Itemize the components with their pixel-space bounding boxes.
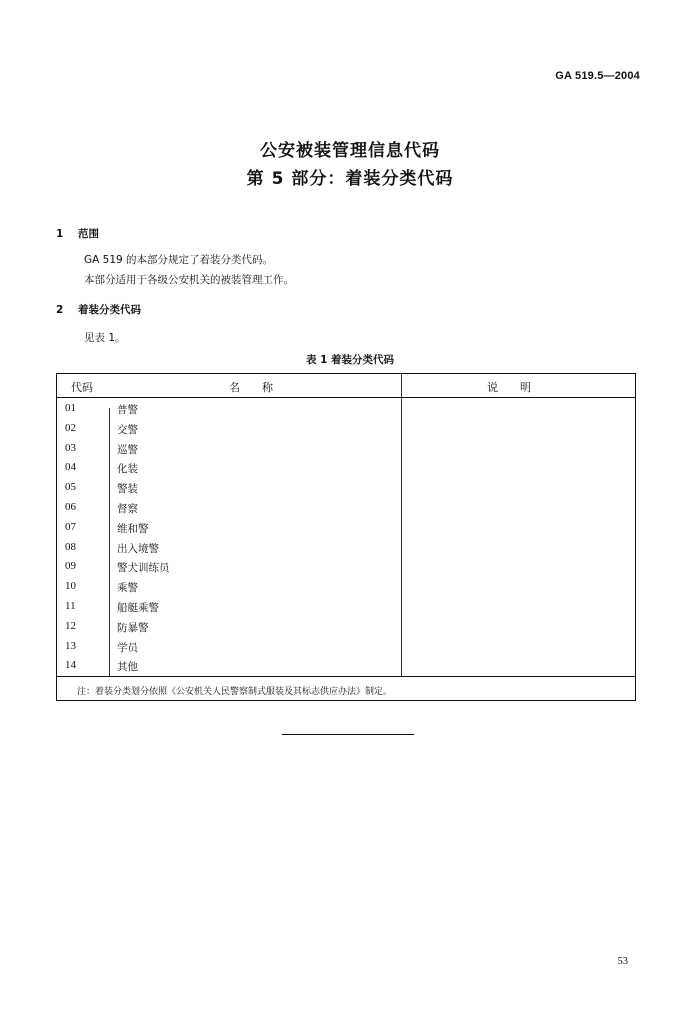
row-code: 05: [65, 481, 76, 494]
table-row: [57, 539, 401, 559]
row-code: 01: [65, 402, 76, 414]
row-code: 04: [65, 461, 76, 474]
section-heading-codes: [56, 302, 141, 317]
row-name: 船艇乘警: [117, 602, 159, 614]
end-rule: [282, 734, 414, 735]
row-code: 06: [65, 501, 76, 513]
table-row: [57, 578, 401, 598]
row-code: 07: [65, 520, 76, 533]
table-row: [57, 657, 401, 677]
row-name: 出入境警: [117, 542, 159, 555]
table-row: [57, 479, 401, 499]
row-name: 警装: [117, 483, 138, 496]
code-table: [56, 373, 636, 701]
row-name: 警犬训练员: [117, 562, 170, 575]
row-code: 12: [65, 619, 76, 632]
document-title-line1: 公安被装管理信息代码: [260, 141, 440, 161]
row-name: 维和警: [117, 522, 149, 535]
row-name: 化装: [117, 463, 138, 476]
header-name: 名 称: [229, 381, 273, 394]
paragraph: 本部分适用于各级公安机关的被装管理工作。: [84, 274, 294, 286]
row-name: 交警: [117, 423, 138, 436]
table-row: [57, 598, 401, 618]
row-code: 13: [65, 639, 76, 652]
row-name: 督察: [117, 503, 138, 515]
table-row: [57, 638, 401, 658]
row-code: 08: [65, 540, 76, 553]
table-header: [57, 374, 635, 398]
standard-number: GA 519.5—2004: [555, 70, 640, 82]
table-row: [57, 400, 401, 420]
paragraph: GA 519 的本部分规定了着装分类代码。: [84, 254, 274, 266]
row-name: 学员: [117, 641, 138, 654]
row-name: 普警: [117, 404, 138, 416]
row-name: 其他: [117, 661, 138, 674]
page-number: 53: [617, 956, 628, 967]
table-row: [57, 558, 401, 578]
header-code: 代码: [71, 381, 93, 394]
table-row: [57, 459, 401, 479]
divider: [57, 676, 635, 677]
row-code: 14: [65, 659, 76, 672]
row-code: 03: [65, 441, 76, 454]
row-code: 11: [65, 600, 76, 612]
table-row: [57, 420, 401, 440]
section-heading-scope: [56, 226, 99, 241]
row-name: 巡警: [117, 443, 138, 456]
row-code: 10: [65, 580, 76, 593]
column-divider: [401, 374, 402, 676]
header-remark: 说 明: [487, 381, 531, 394]
row-code: 02: [65, 421, 76, 434]
table-row: [57, 519, 401, 539]
document-title-line2: 第 5 部分：着装分类代码: [246, 169, 454, 189]
section-title: 着装分类代码: [78, 304, 141, 316]
paragraph: 见表 1。: [84, 332, 126, 344]
section-number: 1: [56, 228, 64, 240]
row-name: 乘警: [117, 582, 138, 595]
table-row: [57, 440, 401, 460]
row-name: 防暴警: [117, 621, 149, 634]
section-title: 范围: [78, 228, 99, 240]
table-note: 注：着装分类划分依照《公安机关人民警察制式服装及其标志供应办法》制定。: [77, 687, 393, 697]
table-row: [57, 499, 401, 519]
section-number: 2: [56, 304, 64, 316]
table-caption: 表 1 着装分类代码: [305, 354, 395, 366]
row-code: 09: [65, 560, 76, 573]
table-row: [57, 618, 401, 638]
